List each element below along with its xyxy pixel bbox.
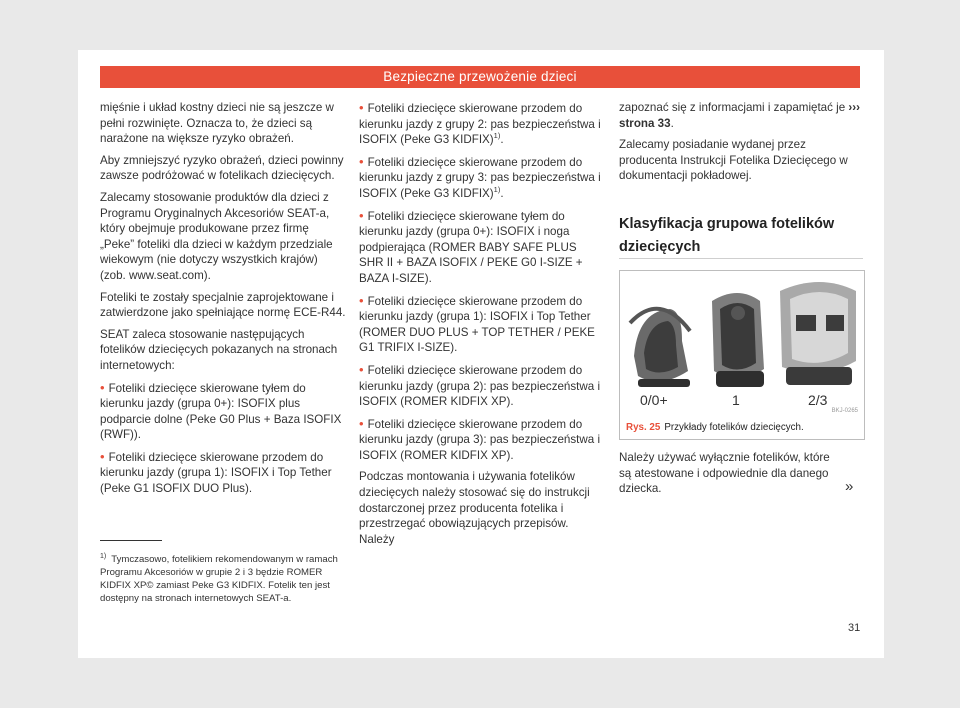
group1-seat	[712, 293, 764, 387]
seat-label: 2/3	[808, 392, 828, 408]
punctuation: .	[670, 116, 674, 130]
text-column-2	[359, 100, 604, 553]
paragraph: Zalecamy posiadanie wydanej przez producenta Instrukcji Fotelika Dziecięcego w dokumentacji pokładowej.	[619, 138, 848, 183]
paragraph: Podczas montowania i używania fotelików dziecięcych należy stosować się do instrukcji dostarczonej przez producenta fotelika i przestrzegać obowiązujących przepisów. Należy	[359, 470, 590, 546]
footnote-divider	[100, 540, 162, 541]
seat-label: 0/0+	[640, 392, 668, 408]
bullet-text: Foteliki dziecięce skierowane przodem do kierunku jazdy z grupy 3: pas bezpieczeństwa i ISOFIX (Peke G3 KIDFIX)	[359, 155, 601, 200]
page-reference-link[interactable]: ››› strona 33	[619, 101, 861, 130]
bullet-item: • Foteliki dziecięce skierowane przodem do kierunku jazdy z grupy 2: pas bezpieczeństwa i ISOFIX (Peke G3 KIDFIX)$^{1)}$.	[359, 100, 604, 148]
title-divider	[619, 258, 863, 259]
paragraph: Zalecamy stosowanie produktów dla dzieci z Programu Oryginalnych Akcesoriów SEAT-a, który obejmuje produkowane przez firmę „Peke” foteliki dla dzieci w każdym przedziale wiekowym (nie dotyczy wszystkich krajów) (zob. www.seat.com).	[100, 190, 333, 282]
seat-label: 1	[732, 392, 740, 408]
footnote-text: Tymczasowo, fotelikiem rekomendowanym w ramach Programu Akcesoriów w grupie 2 i 3 będzie ROMER KIDFIX XP© zamiast Peke G3 KIDFIX. Fotelik ten jest dostępny na stronach internetowych SEAT-a.	[100, 554, 338, 605]
bullet-item: • Foteliki dziecięce skierowane przodem do kierunku jazdy z grupy 3: pas bezpieczeństwa i ISOFIX (Peke G3 KIDFIX)$^{1)}$.	[359, 154, 604, 202]
paragraph: mięśnie i układ kostny dzieci nie są jeszcze w pełni rozwinięte. Oznacza to, że dzieci są narażone na większe ryzyko obrażeń.	[100, 101, 334, 146]
figure-code: BKJ-0265	[831, 408, 858, 414]
footnote-ref[interactable]: 1)	[493, 131, 501, 141]
bullet-item: • Foteliki dziecięce skierowane przodem do kierunku jazdy (grupa 1): ISOFIX i Top Tether (ROMER DUO PLUS + TOP TETHER / PEKE G1 TRIFIX I-SIZE).	[359, 293, 604, 356]
paragraph: Aby zmniejszyć ryzyko obrażeń, dzieci powinny zawsze podróżować w fotelikach dziecięcych.	[100, 153, 344, 183]
bullet-item: • Foteliki dziecięce skierowane tyłem do kierunku jazdy (grupa 0+): ISOFIX i noga podpierająca (ROMER BABY SAFE PLUS SHR II + BAZA ISOFIX / PEKE G0 I-SIZE + BAZA I-SIZE).	[359, 208, 604, 287]
paragraph: SEAT zaleca stosowanie następujących fotelików dziecięcych pokazanych na stronach internetowych:	[100, 327, 338, 372]
chapter-header: Bezpieczne przewożenie dzieci	[100, 66, 860, 88]
text-column-3-bottom	[619, 450, 845, 503]
child-seats-illustration	[620, 271, 864, 416]
booster-seat	[780, 282, 856, 385]
text-column-3	[619, 100, 863, 190]
continue-icon: »	[845, 478, 854, 495]
paragraph: Należy używać wyłącznie fotelików, które są atestowane i odpowiednie dla danego dziecka.	[619, 451, 830, 496]
page-number: 31	[848, 622, 861, 634]
paragraph: Foteliki te zostały specjalnie zaprojektowane i zatwierdzone jako spełniające normę ECE-R44.	[100, 290, 346, 320]
figure-label: Rys. 25	[626, 422, 661, 433]
bullet-text: Foteliki dziecięce skierowane przodem do kierunku jazdy z grupy 2: pas bezpieczeństwa i ISOFIX (Peke G3 KIDFIX)	[359, 102, 601, 147]
figure-child-seats	[619, 270, 865, 440]
figure-caption	[626, 422, 804, 433]
infant-carrier-seat	[630, 309, 690, 387]
bullet-item: • Foteliki dziecięce skierowane przodem do kierunku jazdy (grupa 2): pas bezpieczeństwa i ISOFIX (ROMER KIDFIX XP).	[359, 362, 604, 410]
footnote-mark: 1)	[100, 553, 107, 560]
paragraph	[619, 100, 863, 131]
bullet-item: • Foteliki dziecięce skierowane przodem do kierunku jazdy (grupa 3): pas bezpieczeństwa i ISOFIX (ROMER KIDFIX XP).	[359, 416, 604, 464]
bullet-item: • Foteliki dziecięce skierowane przodem do kierunku jazdy (grupa 1): ISOFIX i Top Tether (Peke G1 ISOFIX DUO Plus).	[100, 449, 346, 497]
paragraph-text: zapoznać się z informacjami i zapamiętać je	[619, 101, 846, 114]
text-column-1	[100, 100, 346, 503]
figure-caption-text: Przykłady fotelików dziecięcych.	[664, 422, 804, 433]
bullet-item: • Foteliki dziecięce skierowane tyłem do kierunku jazdy (grupa 0+): ISOFIX plus podparcie dolne (Peke G0 Plus + Baza ISOFIX (RWF)).	[100, 380, 346, 443]
footnote-ref[interactable]: 1)	[493, 185, 501, 195]
section-title: Klasyfikacja grupowa fotelików dziecięcych	[619, 216, 835, 255]
footnote	[100, 550, 346, 605]
